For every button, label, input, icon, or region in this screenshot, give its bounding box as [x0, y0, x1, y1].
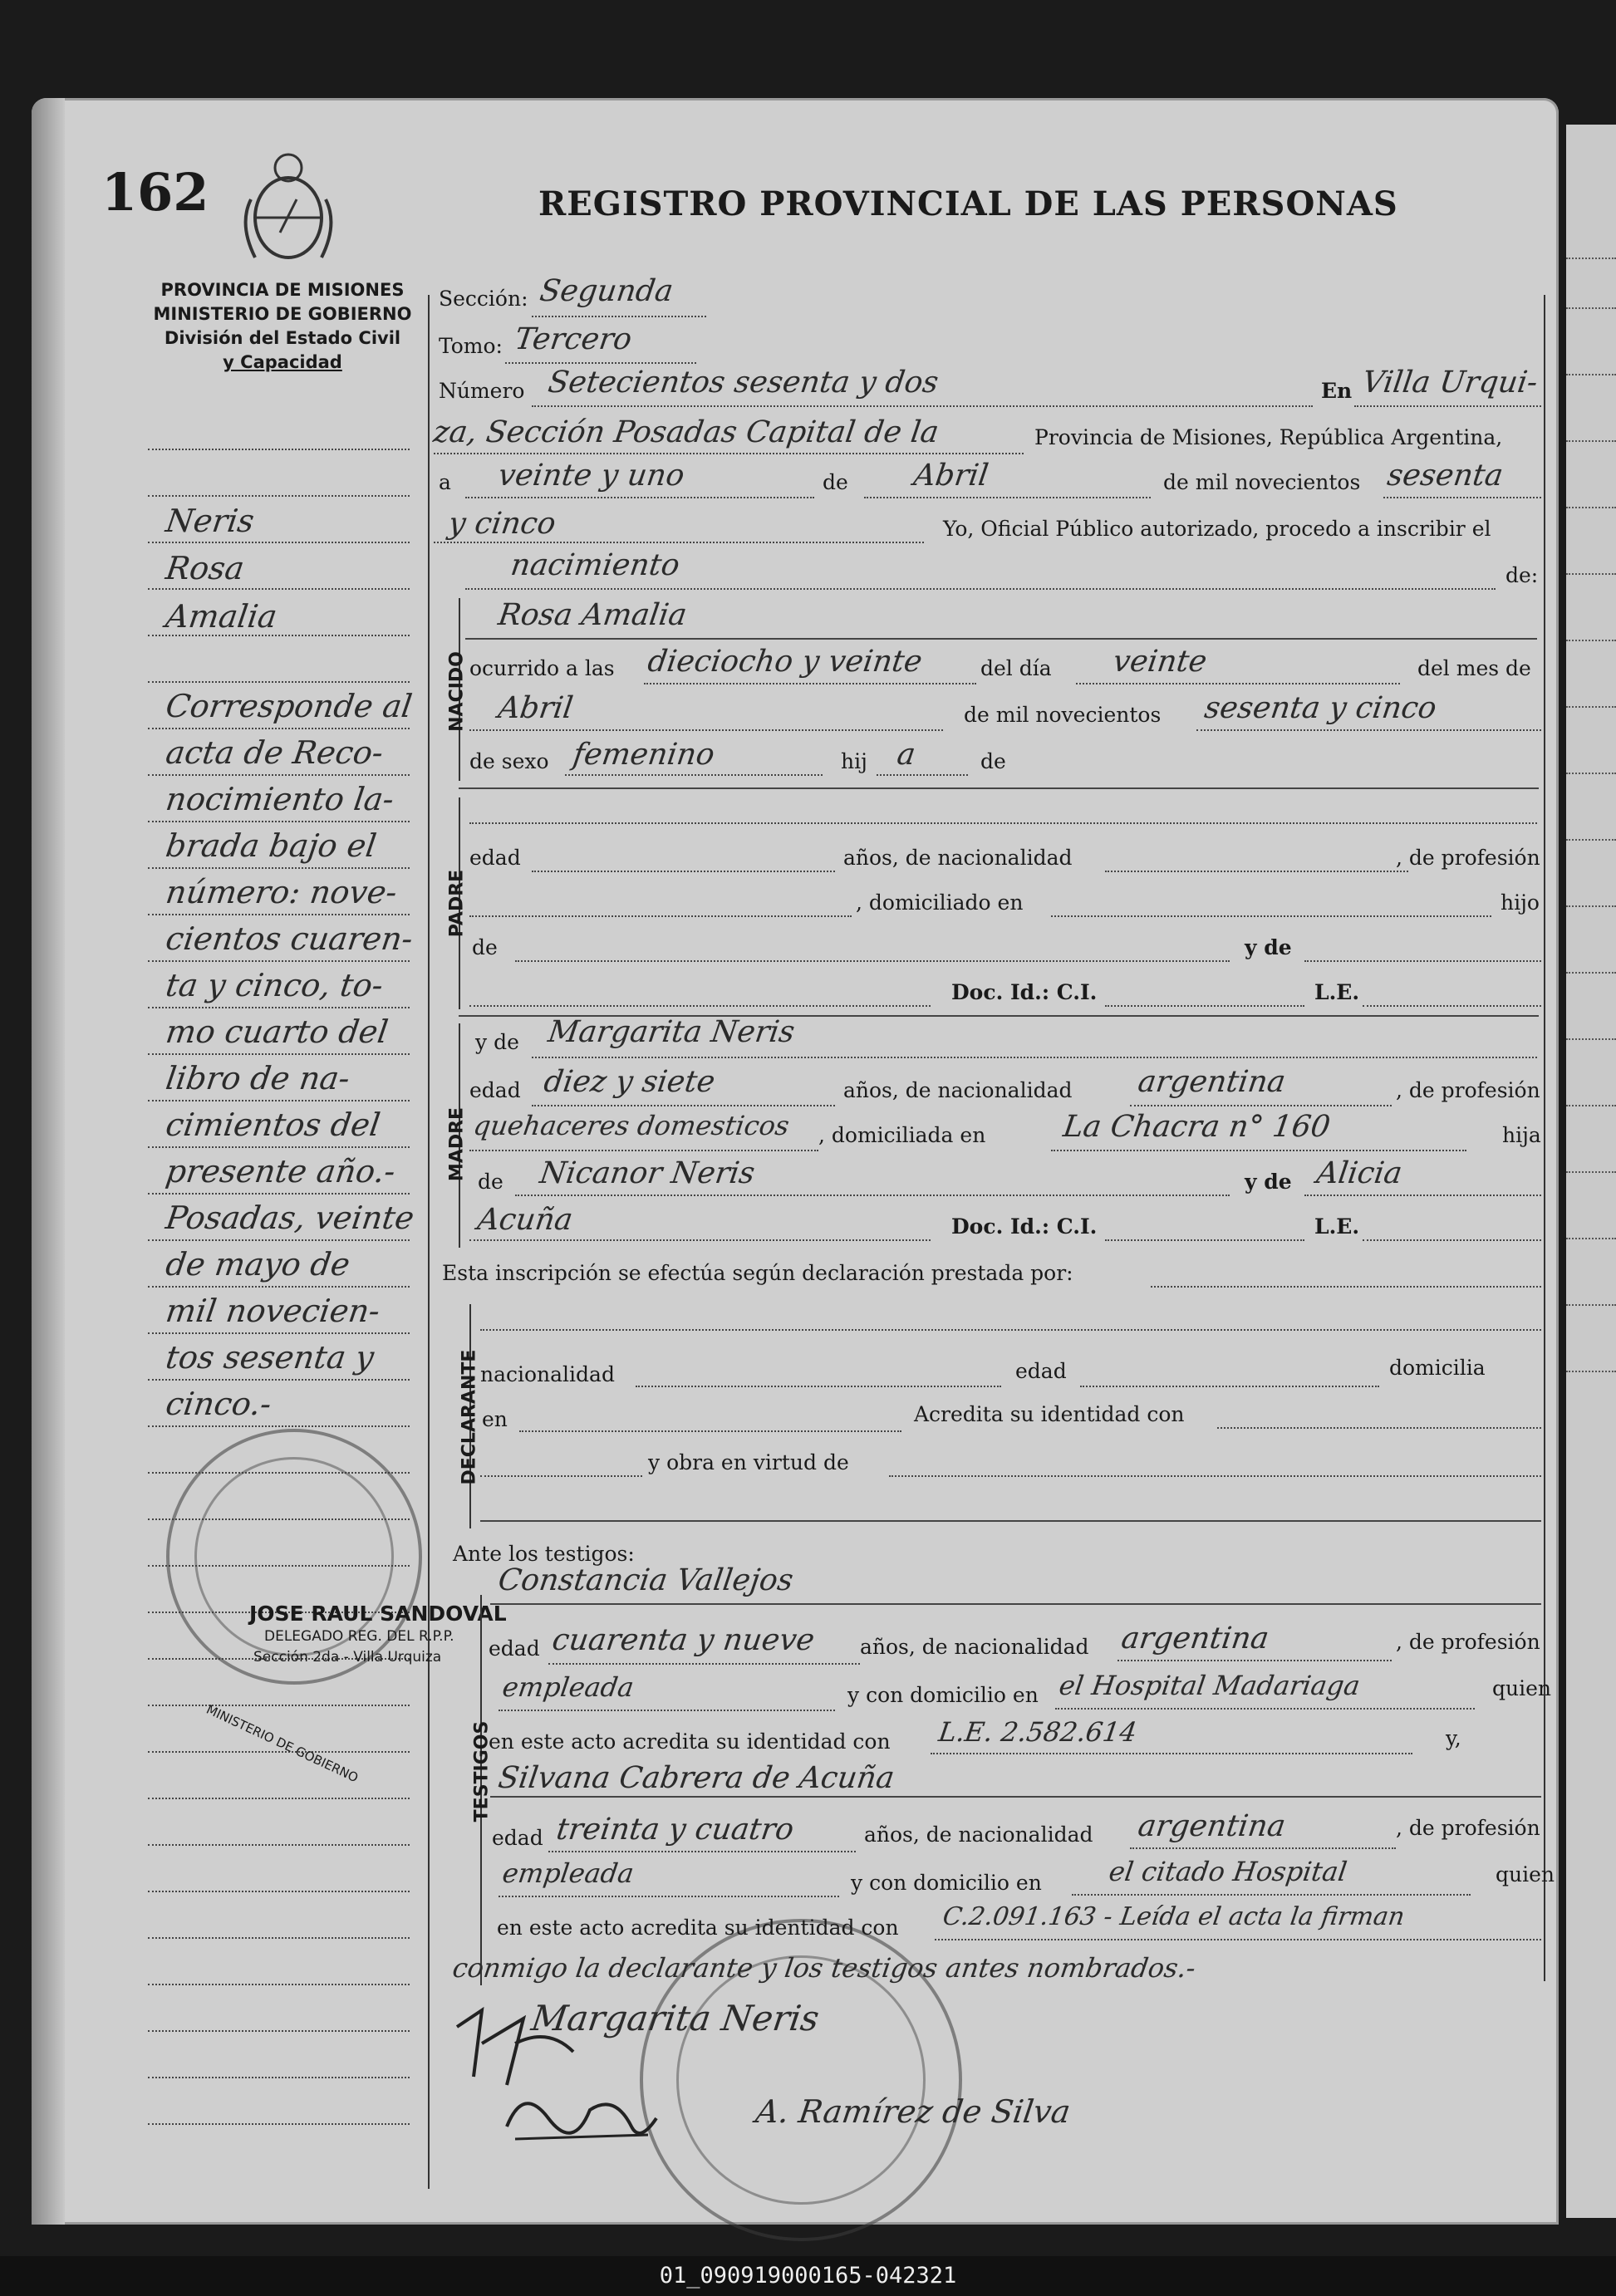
margin-note-line: cimientos del	[163, 1106, 383, 1143]
label-yo-oficial: Yo, Oficial Público autorizado, procedo a inscribir el	[943, 517, 1491, 541]
value-testigo2-dom: el citado Hospital	[1107, 1856, 1349, 1887]
margin-note-line: tos sesenta y	[163, 1339, 376, 1376]
label-testigo2-profesion: , de profesión	[1396, 1816, 1540, 1840]
label-madre-y-de: y de	[475, 1030, 519, 1054]
margin-divider	[428, 295, 430, 2189]
value-testigo1-nombre: Constancia Vallejos	[496, 1563, 796, 1597]
section-testigos: TESTIGOS	[471, 1720, 493, 1823]
label-testigo1-profesion: , de profesión	[1396, 1630, 1540, 1654]
margin-name-2: Amalia	[163, 598, 280, 635]
label-de-colon: de:	[1505, 563, 1539, 587]
margin-surname: Neris	[163, 503, 257, 539]
margin-note-line: mo cuarto del	[163, 1013, 390, 1050]
label-declarante-edad: edad	[1015, 1359, 1067, 1383]
label-testigo2-domicilio: y con domicilio en	[851, 1871, 1042, 1895]
value-mes-nac: Abril	[496, 691, 576, 725]
margin-note-line: presente año.-	[163, 1153, 398, 1190]
province-line: PROVINCIA DE MISIONES	[160, 280, 405, 300]
value-nombre: Rosa Amalia	[496, 598, 690, 632]
adjacent-page-edge	[1566, 125, 1616, 2218]
value-anio-nac: sesenta y cinco	[1202, 691, 1439, 725]
margin-note-line: acta de Reco-	[163, 734, 386, 771]
label-madre-profesion: , de profesión	[1396, 1078, 1540, 1102]
label-declarante-obra: y obra en virtud de	[648, 1450, 849, 1474]
margin-name-1: Rosa	[163, 550, 247, 586]
label-testigo2-acredita: en este acto acredita su identidad con	[497, 1916, 899, 1940]
value-dia: veinte y uno	[496, 459, 687, 493]
value-seccion: Segunda	[538, 274, 675, 308]
label-madre-domicilio: , domiciliada en	[818, 1123, 986, 1147]
label-madre-le: L.E.	[1314, 1214, 1360, 1239]
label-padre-y-de: y de	[1245, 935, 1292, 959]
label-a: a	[439, 470, 451, 494]
value-testigo1-dom: el Hospital Madariaga	[1057, 1670, 1363, 1701]
value-tomo: Tercero	[513, 322, 634, 356]
label-madre-y-de-2: y de	[1245, 1170, 1292, 1194]
margin-note-line: brada bajo el	[163, 827, 379, 864]
value-testigo1-edad: cuarenta y nueve	[550, 1623, 817, 1657]
value-sexo: femenino	[571, 738, 717, 772]
registrar-stamp-name: JOSE RAUL SANDOVAL	[249, 1602, 507, 1626]
registrar-stamp-title: DELEGADO REG. DEL R.P.P.	[264, 1628, 454, 1645]
label-hij: hij	[841, 749, 867, 773]
value-dia-nac: veinte	[1111, 645, 1210, 679]
value-madre-madre-cont: Acuña	[475, 1203, 575, 1237]
official-seal-stamp	[166, 1429, 422, 1685]
margin-note-line: nocimiento la-	[163, 781, 396, 817]
label-testigo1-acredita: en este acto acredita su identidad con	[489, 1729, 891, 1754]
label-testigo1-edad: edad	[489, 1636, 540, 1661]
registrar-stamp-section: Sección 2da - Villa Urquiza	[253, 1649, 442, 1666]
value-inscribe: nacimiento	[508, 548, 682, 582]
value-madre-nac: argentina	[1136, 1065, 1288, 1099]
label-madre-hija: hija	[1502, 1123, 1541, 1147]
label-seccion: Sección:	[439, 287, 528, 311]
label-de-2: de	[980, 749, 1006, 773]
label-padre-de: de	[472, 935, 498, 959]
value-anio: sesenta	[1385, 459, 1505, 493]
value-testigo2-edad: treinta y cuatro	[554, 1813, 796, 1847]
value-hij-suffix: a	[895, 738, 918, 772]
value-numero: Setecientos sesenta y dos	[546, 365, 941, 400]
label-madre-doc: Doc. Id.: C.I.	[951, 1214, 1098, 1239]
value-madre-padre: Nicanor Neris	[538, 1156, 758, 1190]
value-madre-dom: La Chacra n° 160	[1061, 1110, 1333, 1144]
value-en-cont: za, Sección Posadas Capital de la	[431, 415, 941, 449]
margin-note-line: ta y cinco, to-	[163, 967, 386, 1003]
section-padre: PADRE	[446, 869, 468, 938]
section-madre: MADRE	[446, 1106, 468, 1182]
label-padre-hijo: hijo	[1501, 890, 1540, 915]
label-testigo1-y: y,	[1446, 1726, 1461, 1750]
label-madre-anos-nac: años, de nacionalidad	[843, 1078, 1073, 1102]
value-testigo1-prof: empleada	[500, 1671, 636, 1703]
label-padre-profesion: , de profesión	[1396, 846, 1540, 870]
signature-testigo: A. Ramírez de Silva	[753, 2093, 1073, 2130]
margin-note-line: libro de na-	[163, 1060, 352, 1096]
label-padre-doc: Doc. Id.: C.I.	[951, 980, 1098, 1004]
margin-note-line: cinco.-	[163, 1386, 274, 1422]
margin-note-line: Corresponde al	[163, 688, 415, 724]
label-madre-de: de	[478, 1170, 503, 1194]
label-declarante-nacionalidad: nacionalidad	[480, 1362, 615, 1386]
label-esta-inscripcion: Esta inscripción se efectúa según declaración prestada por:	[442, 1261, 1073, 1285]
value-testigo2-prof: empleada	[500, 1857, 636, 1889]
label-de-sexo: de sexo	[469, 749, 549, 773]
division-line-2: y Capacidad	[223, 352, 342, 372]
value-madre-nombre: Margarita Neris	[546, 1015, 798, 1049]
signature-declarante: Margarita Neris	[528, 1998, 822, 2038]
label-de-mil-novecientos: de mil novecientos	[1163, 470, 1361, 494]
label-ocurrido: ocurrido a las	[469, 656, 615, 680]
label-testigo1-quien: quien	[1492, 1676, 1551, 1700]
label-de-mil-novecientos-2: de mil novecientos	[964, 703, 1162, 727]
label-padre-anos-nac: años, de nacionalidad	[843, 846, 1073, 870]
right-border	[1544, 295, 1545, 1981]
label-provincia: Provincia de Misiones, República Argentina,	[1034, 425, 1503, 449]
label-madre-edad: edad	[469, 1078, 521, 1102]
label-del-mes-de: del mes de	[1417, 656, 1531, 680]
signature-scribble-2	[499, 2077, 665, 2151]
label-del-dia: del día	[980, 656, 1052, 680]
value-testigo2-nac: argentina	[1136, 1809, 1288, 1843]
label-en: En	[1321, 379, 1353, 403]
label-declarante-domicilia: domicilia	[1389, 1356, 1486, 1380]
value-madre-madre: Alicia	[1314, 1156, 1405, 1190]
national-coat-of-arms-icon	[234, 150, 342, 274]
label-padre-domicilio: , domiciliado en	[856, 890, 1024, 915]
section-declarante: DECLARANTE	[459, 1349, 480, 1485]
label-testigo1-domicilio: y con domicilio en	[847, 1683, 1039, 1707]
issuing-authority	[133, 278, 432, 375]
value-testigo1-nac: argentina	[1119, 1621, 1271, 1656]
page-number: 162	[101, 162, 209, 223]
value-testigo2-nombre: Silvana Cabrera de Acuña	[496, 1761, 896, 1795]
label-declarante-en: en	[482, 1407, 508, 1431]
seal-text: MINISTERIO DE GOBIERNO	[204, 1701, 361, 1786]
margin-note-line: cientos cuaren-	[163, 920, 415, 957]
margin-note-line: mil novecien-	[163, 1293, 383, 1329]
margin-note-line: Posadas, veinte	[163, 1200, 417, 1236]
value-mes: Abril	[911, 459, 991, 493]
value-testigo2-doc: C.2.091.163 - Leída el acta la firman	[941, 1902, 1407, 1931]
margin-note-line: de mayo de	[163, 1246, 352, 1283]
label-testigo2-anos-nac: años, de nacionalidad	[864, 1823, 1093, 1847]
value-en: Villa Urqui-	[1360, 365, 1540, 400]
value-closing: conmigo la declarante y los testigos antes nombrados.-	[450, 1952, 1198, 1984]
label-ante-testigos: Ante los testigos:	[453, 1542, 635, 1566]
label-de: de	[823, 470, 848, 494]
margin-note-line: número: nove-	[163, 874, 400, 910]
label-declarante-acredita: Acredita su identidad con	[914, 1402, 1185, 1426]
value-madre-edad: diez y siete	[542, 1065, 718, 1099]
value-madre-prof: quehaceres domesticos	[471, 1110, 792, 1141]
division-line: División del Estado Civil	[164, 328, 401, 348]
label-padre-le: L.E.	[1314, 980, 1360, 1004]
value-hora: dieciocho y veinte	[646, 645, 925, 679]
value-testigo1-doc: L.E. 2.582.614	[936, 1716, 1139, 1748]
label-numero: Número	[439, 379, 525, 403]
label-testigo2-edad: edad	[492, 1826, 543, 1850]
label-padre-edad: edad	[469, 846, 521, 870]
label-testigo1-anos-nac: años, de nacionalidad	[860, 1635, 1089, 1659]
label-testigo2-quien: quien	[1496, 1862, 1555, 1886]
value-anio-cont: y cinco	[446, 507, 558, 541]
label-tomo: Tomo:	[439, 334, 503, 358]
image-id-caption: 01_090919000165-042321	[0, 2256, 1616, 2296]
ministry-line: MINISTERIO DE GOBIERNO	[153, 304, 412, 324]
section-nacido: NACIDO	[446, 651, 468, 732]
document-title: REGISTRO PROVINCIAL DE LAS PERSONAS	[538, 184, 1398, 223]
